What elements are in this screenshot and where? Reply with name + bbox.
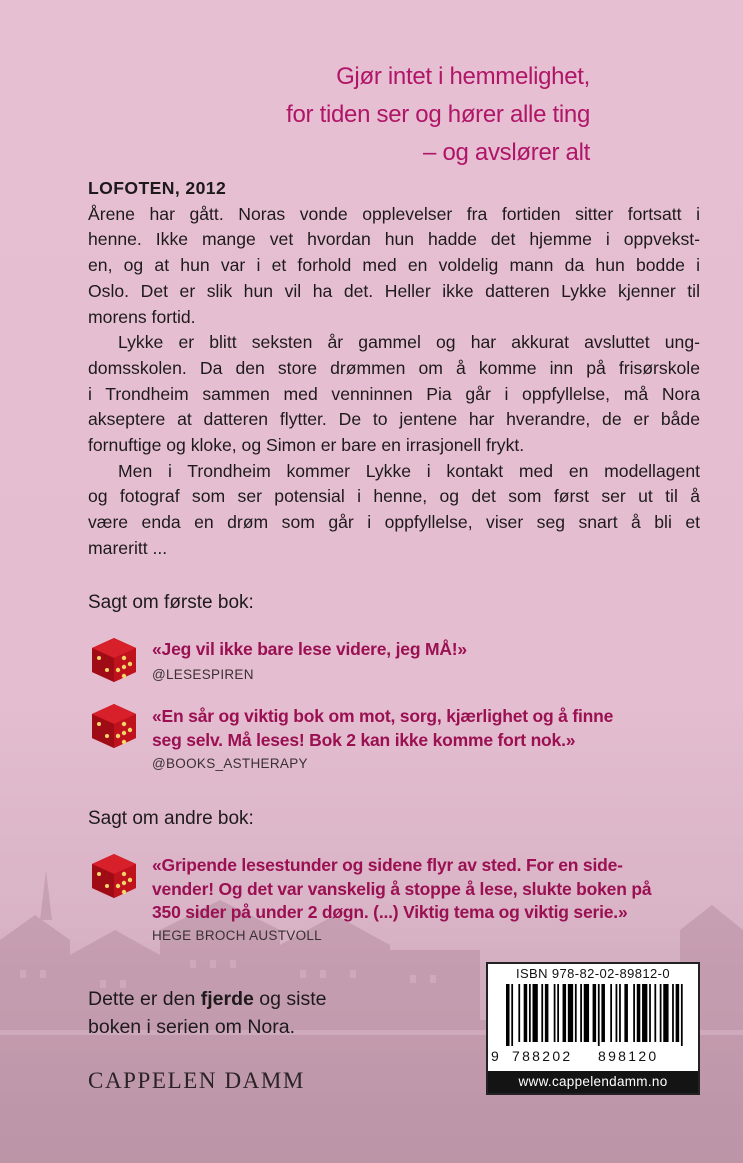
barcode-bar <box>511 984 513 1046</box>
barcode-bar <box>584 984 589 1042</box>
review-quote: «En sår og viktig bok om mot, sorg, kjærlighet og å finne <box>152 706 614 726</box>
dice-icon <box>88 700 140 752</box>
barcode-bar <box>533 984 538 1042</box>
blurb-line: Lykke er blitt seksten år gammel og har akkurat avsluttet ung- <box>118 332 700 353</box>
barcode-bar <box>624 984 628 1042</box>
blurb-line: morens fortid. <box>88 306 196 327</box>
barcode-bar <box>642 984 647 1042</box>
barcode-digits: 788202 <box>512 1048 573 1064</box>
blurb-line: fornuftige og kloke, og Simon er bare en irrasjonell frykt. <box>88 435 525 456</box>
barcode-digits: 898120 <box>598 1048 659 1064</box>
blurb-line: henne. Ikke mange vet hvordan hun hadde det hjemme i oppvekst- <box>88 229 700 250</box>
barcode-bar <box>660 984 662 1042</box>
barcode-bar <box>616 984 618 1042</box>
blurb-line: mareritt ... <box>88 537 168 558</box>
publisher-url: www.cappelendamm.no <box>518 1074 668 1089</box>
barcode-bar <box>672 984 674 1042</box>
barcode-icon <box>506 984 688 1046</box>
barcode-bar <box>563 984 567 1042</box>
review-quote: «Jeg vil ikke bare lese videre, jeg MÅ!» <box>152 639 467 659</box>
series-note-line: boken i serien om Nora. <box>88 1016 296 1038</box>
blurb-line: Men i Trondheim kommer Lykke i kontakt med en modellagent <box>118 460 700 481</box>
blurb-line: akseptere at datteren flytter. De to jentene har hverandre, de er både <box>88 409 700 430</box>
barcode-bar <box>518 984 520 1042</box>
barcode-bar <box>557 984 559 1042</box>
review-source: @LESESPIREN <box>152 667 254 682</box>
barcode-bar <box>593 984 597 1042</box>
blurb-line: i Trondheim sammen med venninnen Pia går i oppfyllelse, må Nora <box>88 383 700 404</box>
blurb-line: og fotograf som ser potensial i henne, og det som først ser ut til å <box>88 486 700 507</box>
blurb-line: domsskolen. Da den store drømmen om å komme inn på frisørskole <box>88 357 700 378</box>
barcode-bar <box>610 984 612 1042</box>
tagline-line: Gjør intet i hemmelighet, <box>336 63 590 90</box>
blurb-line: Årene har gått. Noras vonde opplevelser fra fortiden sitter fortsatt i <box>88 203 700 224</box>
review-source: HEGE BROCH AUSTVOLL <box>152 928 322 943</box>
barcode-digit: 9 <box>491 1048 499 1064</box>
review-quote: seg selv. Må leses! Bok 2 kan ikke komme fort nok.» <box>152 729 576 750</box>
barcode-bar <box>654 984 656 1042</box>
barcode-bar <box>619 984 621 1042</box>
barcode-bar <box>681 984 683 1046</box>
review-quote: 350 sider på under 2 døgn. (...) Viktig tema og viktig serie.» <box>152 902 628 922</box>
isbn-label: ISBN 978-82-02-89812-0 <box>515 966 671 981</box>
reviews-first-book-label: Sagt om første bok: <box>88 592 254 613</box>
review-source: @BOOKS_ASTHERAPY <box>152 756 308 771</box>
series-note <box>88 985 326 1041</box>
url-bar <box>488 1071 698 1093</box>
series-note-line <box>88 985 326 1013</box>
dice-icon <box>88 634 140 686</box>
review-quote: vender! Og det var vanskelig å stoppe å lese, slukte boken på <box>152 878 652 899</box>
blurb <box>88 176 700 562</box>
barcode-bar <box>663 984 668 1042</box>
barcode-bar <box>529 984 531 1042</box>
series-note-emphasis: fjerde <box>200 988 254 1010</box>
tagline-line: for tiden ser og hører alle ting <box>286 101 590 128</box>
tagline <box>120 58 590 172</box>
barcode-bar <box>568 984 573 1042</box>
blurb-line: en, og at hun var i et forhold med en voldelig mann da hun bodde i <box>88 255 700 276</box>
barcode-bar <box>580 984 582 1042</box>
barcode-bar <box>637 984 641 1042</box>
series-note-text: Dette er den <box>88 988 201 1010</box>
dice-icon <box>88 850 140 902</box>
barcode-bar <box>524 984 528 1042</box>
barcode-block <box>486 962 700 1095</box>
barcode-bar <box>676 984 680 1042</box>
barcode-bar <box>541 984 543 1042</box>
barcode-bar <box>601 984 605 1042</box>
barcode-bar <box>545 984 549 1042</box>
barcode-bar <box>575 984 577 1042</box>
barcode-bar <box>598 984 600 1046</box>
series-note-text: og siste <box>253 988 327 1010</box>
blurb-line: Oslo. Det er slik hun vil ha det. Heller ikke datteren Lykke kjenner til <box>88 280 700 301</box>
barcode-bar <box>633 984 635 1042</box>
publisher-logo: CAPPELEN DAMM <box>88 1068 305 1093</box>
reviews-second-book-label: Sagt om andre bok: <box>88 808 254 829</box>
tagline-line: – og avslører alt <box>423 139 590 166</box>
blurb-heading: LOFOTEN, 2012 <box>88 178 227 198</box>
blurb-line: være enda en drøm som går i oppfyllelse, viser seg snart å bli et <box>88 512 700 533</box>
barcode-bar <box>506 984 510 1046</box>
barcode-bar <box>554 984 556 1042</box>
barcode-bar <box>649 984 651 1042</box>
review-quote: «Gripende lesestunder og sidene flyr av sted. For en side- <box>152 855 623 875</box>
